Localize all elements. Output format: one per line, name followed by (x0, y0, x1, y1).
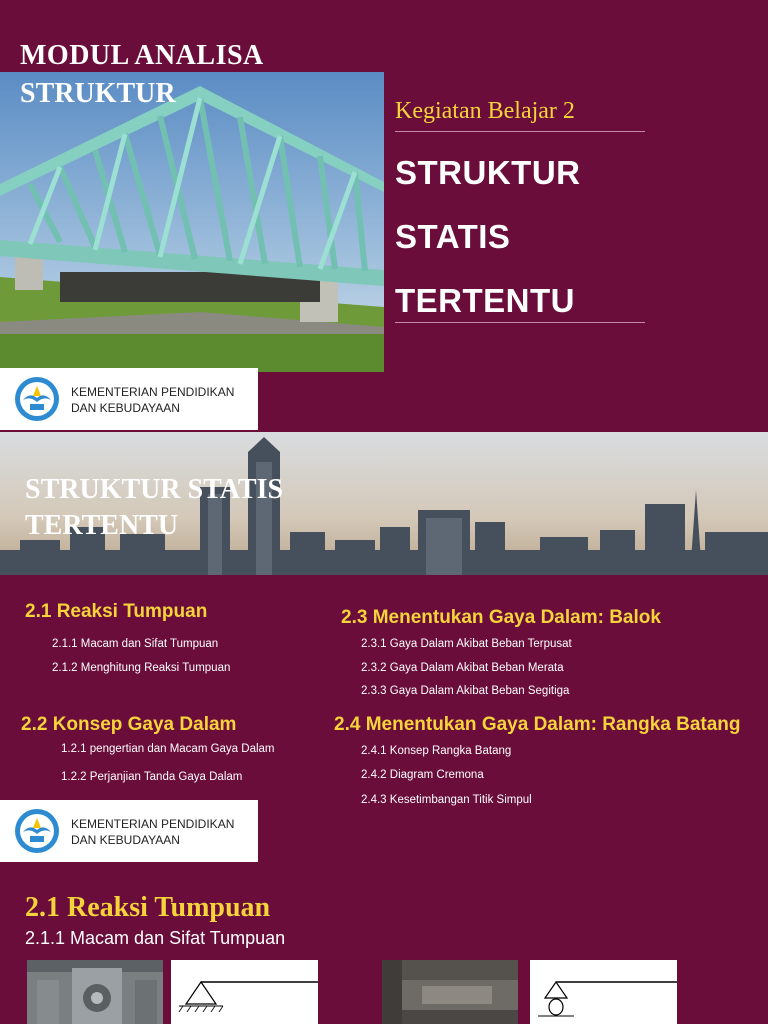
divider (395, 131, 645, 132)
roller-support-diagram (530, 960, 677, 1024)
heading-line-2: STATIS (395, 218, 511, 255)
roller-support-icon (530, 960, 677, 1024)
hinge-support-diagram (171, 960, 318, 1024)
cover-slide (0, 0, 768, 432)
subsection-item: 2.3.3 Gaya Dalam Akibat Beban Segitiga (361, 685, 570, 697)
ministry-name: KEMENTERIAN PENDIDIKAN DAN KEBUDAYAAN (71, 817, 235, 847)
ministry-logo-box (0, 368, 258, 430)
section-heading: 2.3 Menentukan Gaya Dalam: Balok (341, 607, 661, 628)
subsection-item: 2.4.1 Konsep Rangka Batang (361, 745, 512, 757)
support-reaction-slide (0, 864, 768, 1024)
roller-bearing-photo (382, 960, 518, 1024)
subsection-item: 2.3.2 Gaya Dalam Akibat Beban Merata (361, 662, 564, 674)
slide-title: 2.1 Reaksi Tumpuan (25, 892, 271, 923)
subsection-item: 2.3.1 Gaya Dalam Akibat Beban Terpusat (361, 638, 572, 650)
tut-wuri-handayani-logo (14, 376, 60, 422)
contents-slide (0, 432, 768, 864)
section-heading: 2.1 Reaksi Tumpuan (25, 601, 208, 622)
tut-wuri-handayani-logo (14, 808, 60, 854)
banner-title-line-1: STRUKTUR STATIS (25, 474, 284, 505)
ministry-logo-box (0, 800, 258, 862)
activity-label: Kegiatan Belajar 2 (395, 98, 575, 124)
ministry-name: KEMENTERIAN PENDIDIKAN DAN KEBUDAYAAN (71, 385, 235, 415)
hinge-support-icon (171, 960, 318, 1024)
section-heading: 2.4 Menentukan Gaya Dalam: Rangka Batang (334, 714, 741, 735)
heading-line-1: STRUKTUR (395, 154, 581, 191)
slide-subtitle: 2.1.1 Macam dan Sifat Tumpuan (25, 928, 286, 948)
heading-line-3: TERTENTU (395, 282, 575, 319)
divider (395, 322, 645, 323)
section-heading: 2.2 Konsep Gaya Dalam (21, 714, 237, 735)
hinge-bearing-photo (27, 960, 163, 1024)
truss-bridge-photo (0, 72, 384, 372)
subsection-item: 2.1.1 Macam dan Sifat Tumpuan (52, 638, 219, 650)
subsection-item: 2.4.2 Diagram Cremona (361, 769, 484, 781)
module-subtitle: STRUKTUR (20, 78, 176, 109)
subsection-item: 1.2.2 Perjanjian Tanda Gaya Dalam (61, 771, 243, 783)
subsection-item: 1.2.1 pengertian dan Macam Gaya Dalam (61, 743, 275, 755)
module-title: MODUL ANALISA (20, 40, 264, 71)
subsection-item: 2.1.2 Menghitung Reaksi Tumpuan (52, 662, 231, 674)
subsection-item: 2.4.3 Kesetimbangan Titik Simpul (361, 794, 532, 806)
banner-title-line-2: TERTENTU (25, 510, 179, 541)
